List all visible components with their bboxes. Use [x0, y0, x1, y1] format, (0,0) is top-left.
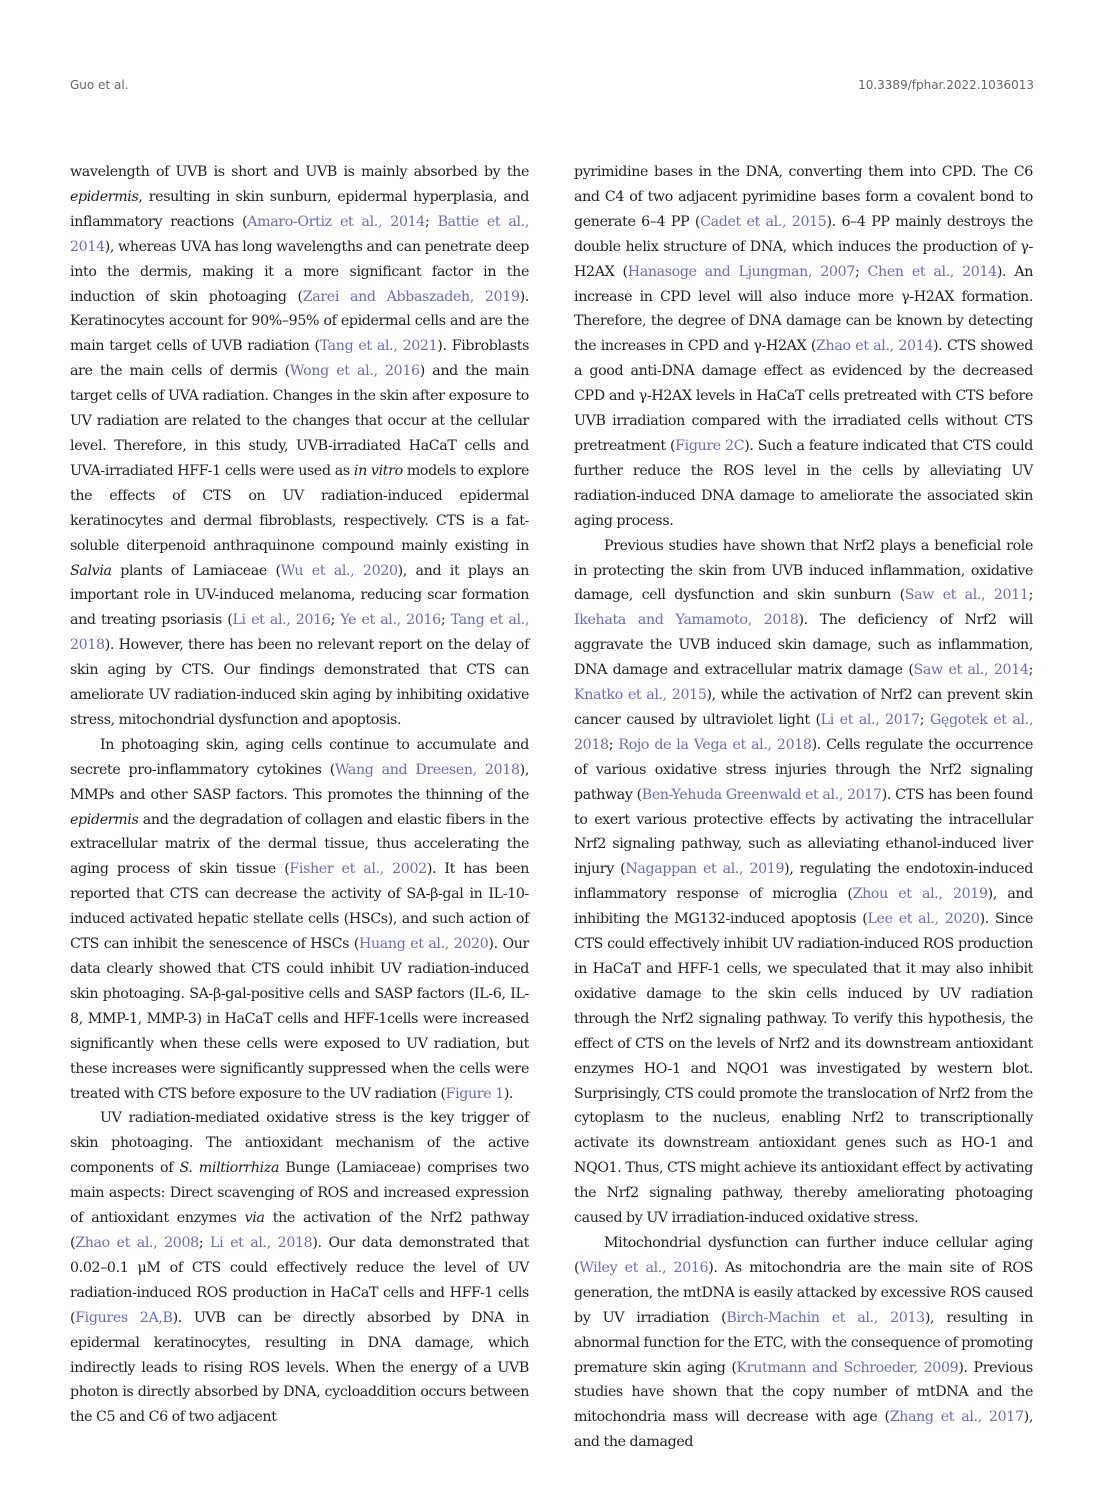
- text: ). An increase in CPD level will also induce more γ-H2AX formation. Therefore, the degree of DNA damage can be known by detecting the increases in CPD and γ-H2AX (: [574, 263, 1033, 355]
- text: ). 6–4 PP mainly destroys the double helix structure of DNA, which induces the production of γ-H2AX (: [574, 213, 1034, 280]
- paragraph: [70, 160, 529, 733]
- left-column: [70, 160, 529, 1430]
- text: ).: [503, 1085, 514, 1102]
- text: ). CTS has been found to exert various protective effects by activating the intracellular Nrf2 signaling pathway, such as alleviating ethanol-induced liver injury (: [574, 786, 1034, 878]
- text: ), regulating the endotoxin-induced inflammatory response of microglia (: [574, 861, 1033, 903]
- header-doi: 10.3389/fphar.2022.1036013: [858, 78, 1034, 92]
- text: ). Since CTS could effectively inhibit UV radiation-induced ROS production in HaCaT and HFF-1 cells, we speculated that it may also inhibit oxidative damage to the skin cells induced by UV radiation through the Nrf2 signaling pathway. To verify this hypothesis, the effect of CTS on the levels of Nrf2 and its downstream antioxidant enzymes HO-1 and NQO1 was investigated by western blot. Surprisingly, CTS could promote the translocation of Nrf2 from the cytoplasm to the nucleus, enabling Nrf2 to transcriptionally activate its downstream antioxidant genes such as HO-1 and NQO1. Thus, CTS might achieve its antioxidant effect by activating the Nrf2 signaling pathway, thereby ameliorating photoaging caused by UV irradiation-induced oxidative stress.: [574, 911, 1033, 1227]
- citation-link[interactable]: Birch-Machin et al., 2013: [726, 1309, 925, 1326]
- citation-link[interactable]: Zhao et al., 2008: [75, 1234, 199, 1251]
- text: Mitochondrial dysfunction can further induce cellular aging (: [574, 1234, 1033, 1276]
- citation-link[interactable]: Fisher et al., 2002: [289, 861, 427, 878]
- text: ;: [1028, 587, 1034, 604]
- citation-link[interactable]: Zhang et al., 2017: [889, 1409, 1024, 1426]
- text: ), and the damaged: [574, 1409, 1033, 1451]
- citation-link[interactable]: Amaro-Ortiz et al., 2014: [247, 213, 425, 230]
- text: ), and inhibiting the MG132-induced apoptosis (: [574, 886, 1033, 928]
- citation-link[interactable]: Tang et al., 2018: [70, 612, 529, 654]
- italic-term: epidermis: [70, 811, 139, 828]
- text: ). It has been reported that CTS can decrease the activity of SA-β-gal in IL-10-induced activated hepatic stellate cells (HSCs), and such action of CTS can inhibit the senescence of HSCs (: [70, 861, 529, 953]
- text: wavelength of UVB is short and UVB is mainly absorbed by the: [70, 164, 529, 180]
- text: ), MMPs and other SASP factors. This promotes the thinning of the: [70, 761, 529, 803]
- citation-link[interactable]: Battie et al., 2014: [70, 213, 529, 255]
- text: models to explore the effects of CTS on UV radiation-induced epidermal keratinocytes and dermal fibroblasts, respectively. CTS is a fat-soluble diterpenoid anthraquinone compound mainly existing in: [70, 462, 529, 554]
- text: ), and it plays an important role in UV-induced melanoma, reducing scar formation and treating psoriasis (: [70, 562, 529, 629]
- text: ). Previous studies have shown that the copy number of mtDNA and the mitochondria mass will decrease with age (: [574, 1359, 1033, 1426]
- citation-link[interactable]: Wu et al., 2020: [280, 562, 398, 579]
- italic-term: in vitro: [353, 462, 403, 479]
- text: ), resulting in abnormal function for the ETC, with the consequence of promoting premature skin aging (: [574, 1309, 1033, 1376]
- paragraph: [574, 1231, 1033, 1455]
- citation-link[interactable]: Tang et al., 2021: [319, 338, 438, 355]
- header-authors: Guo et al.: [70, 78, 129, 92]
- italic-term: epidermis: [70, 188, 139, 205]
- text: UV radiation-mediated oxidative stress is the key trigger of skin photoaging. The antioxidant mechanism of the active components of: [70, 1110, 529, 1177]
- text: ). As mitochondria are the main site of ROS generation, the mtDNA is easily attacked by excessive ROS caused by UV irradiation (: [574, 1259, 1033, 1326]
- citation-link[interactable]: Ye et al., 2016: [340, 612, 441, 629]
- citation-link[interactable]: Cadet et al., 2015: [700, 213, 827, 230]
- citation-link[interactable]: Ben-Yehuda Greenwald et al., 2017: [641, 786, 882, 803]
- text: ;: [330, 612, 341, 629]
- citation-link[interactable]: Rojo de la Vega et al., 2018: [618, 736, 812, 753]
- citation-link[interactable]: Gęgotek et al., 2018: [574, 711, 1033, 753]
- citation-link[interactable]: Li et al., 2017: [820, 711, 920, 728]
- text: ;: [608, 736, 619, 753]
- text: ;: [198, 1234, 211, 1251]
- paragraph: [70, 1106, 529, 1430]
- running-header: [70, 78, 1034, 98]
- right-column: [574, 160, 1033, 1455]
- citation-link[interactable]: Zhao et al., 2014: [816, 338, 934, 355]
- text: pyrimidine bases in the DNA, converting them into CPD. The C6 and C4 of two adjacent pyrimidine bases form a covalent bond to generate 6–4 PP (: [574, 164, 1033, 230]
- citation-link[interactable]: Wang and Dreesen, 2018: [334, 761, 520, 778]
- text: ). Our data demonstrated that 0.02–0.1 μM of CTS could effectively reduce the level of UV radiation-induced ROS production in HaCaT cells and HFF-1 cells (: [70, 1234, 530, 1326]
- citation-link[interactable]: Knatko et al., 2015: [574, 687, 707, 704]
- text: Bunge (Lamiaceae) comprises two main aspects: Direct scavenging of ROS and increased expression of antioxidant enzymes: [70, 1160, 529, 1227]
- citation-link[interactable]: Lee et al., 2020: [867, 911, 980, 928]
- text: ;: [424, 213, 438, 230]
- text: ;: [854, 263, 868, 280]
- italic-term: Salvia: [70, 562, 112, 579]
- citation-link[interactable]: Saw et al., 2011: [904, 587, 1029, 604]
- citation-link[interactable]: Li et al., 2016: [232, 612, 331, 629]
- text: ). UVB can be directly absorbed by DNA in epidermal keratinocytes, resulting in DNA damage, which indirectly leads to rising ROS levels. When the energy of a UVB photon is directly absorbed by DNA, cycloaddition occurs between the C5 and C6 of two adjacent: [70, 1309, 529, 1426]
- text: ) and the main target cells of UVA radiation. Changes in the skin after exposure to UV radiation are related to the changes that occur at the cellular level. Therefore, in this study, UVB-irradiated HaCaT cells and UVA-irradiated HFF-1 cells were used as: [70, 363, 530, 479]
- text: , resulting in skin sunburn, epidermal hyperplasia, and inflammatory reactions (: [70, 188, 529, 230]
- text: ;: [919, 711, 930, 728]
- figure-link[interactable]: Figures 2A,B: [75, 1309, 173, 1326]
- text: In photoaging skin, aging cells continue to accumulate and secrete pro-inflammatory cytokines (: [70, 736, 529, 778]
- text: ;: [1028, 662, 1033, 679]
- text: ). The deficiency of Nrf2 will aggravate the UVB induced skin damage, such as inflammation, DNA damage and extracellular matrix damage (: [574, 612, 1033, 679]
- citation-link[interactable]: Wiley et al., 2016: [579, 1259, 709, 1276]
- citation-link[interactable]: Wong et al., 2016: [289, 363, 420, 380]
- figure-link[interactable]: Figure 1: [445, 1085, 504, 1102]
- citation-link[interactable]: Ikehata and Yamamoto, 2018: [574, 612, 799, 629]
- text: and the degradation of collagen and elastic fibers in the extracellular matrix of the dermal tissue, thus accelerating the aging process of skin tissue (: [70, 811, 529, 878]
- citation-link[interactable]: Zarei and Abbaszadeh, 2019: [302, 288, 520, 305]
- text: ). Fibroblasts are the main cells of dermis (: [70, 338, 530, 380]
- citation-link[interactable]: Zhou et al., 2019: [852, 886, 988, 903]
- figure-link[interactable]: Figure 2C: [675, 437, 745, 454]
- citation-link[interactable]: Huang et al., 2020: [359, 936, 489, 953]
- citation-link[interactable]: Li et al., 2018: [210, 1234, 313, 1251]
- italic-term: S. miltiorrhiza: [179, 1160, 280, 1177]
- text: ). CTS showed a good anti-DNA damage effect as evidenced by the decreased CPD and γ-H2AX levels in HaCaT cells pretreated with CTS before UVB irradiation compared with the irradiated cells without CTS pretreatment (: [574, 338, 1033, 454]
- paragraph: [574, 160, 1033, 534]
- text: ), while the activation of Nrf2 can prevent skin cancer caused by ultraviolet light (: [574, 687, 1033, 728]
- text: ). However, there has been no relevant report on the delay of skin aging by CTS. Our findings demonstrated that CTS can ameliorate UV radiation-induced skin aging by inhibiting oxidative stress, mitochondrial dysfunction and apoptosis.: [70, 637, 529, 728]
- text: ), whereas UVA has long wavelengths and can penetrate deep into the dermis, making it a more significant factor in the induction of skin photoaging (: [70, 238, 529, 305]
- text: ). Such a feature indicated that CTS could further reduce the ROS level in the cells by alleviating UV radiation-induced DNA damage to ameliorate the associated skin aging process.: [574, 437, 1033, 529]
- text: plants of Lamiaceae (: [111, 562, 281, 579]
- text: ). Cells regulate the occurrence of various oxidative stress injuries through the Nrf2 signaling pathway (: [574, 736, 1034, 803]
- citation-link[interactable]: Hanasoge and Ljungman, 2007: [627, 263, 855, 280]
- citation-link[interactable]: Chen et al., 2014: [867, 263, 997, 280]
- text: ;: [440, 612, 451, 629]
- citation-link[interactable]: Krutmann and Schroeder, 2009: [736, 1359, 959, 1376]
- paragraph: [70, 733, 529, 1107]
- paragraph: [574, 534, 1033, 1231]
- text: ). Keratinocytes account for 90%–95% of epidermal cells and are the main target cells of UVB radiation (: [70, 288, 529, 355]
- text: Previous studies have shown that Nrf2 plays a beneficial role in protecting the skin from UVB induced inflammation, oxidative damage, cell dysfunction and skin sunburn (: [574, 537, 1033, 604]
- italic-term: via: [244, 1210, 265, 1227]
- citation-link[interactable]: Nagappan et al., 2019: [625, 861, 785, 878]
- text: ). Our data clearly showed that CTS could inhibit UV radiation-induced skin photoaging. SA-β-gal-positive cells and SASP factors (IL-6, IL-8, MMP-1, MMP-3) in HaCaT cells and HFF-1cells were increased significantly when these cells were exposed to UV radiation, but these increases were significantly suppressed when the cells were treated with CTS before exposure to the UV radiation (: [70, 936, 529, 1102]
- text: the activation of the Nrf2 pathway (: [70, 1210, 530, 1251]
- citation-link[interactable]: Saw et al., 2014: [913, 662, 1029, 679]
